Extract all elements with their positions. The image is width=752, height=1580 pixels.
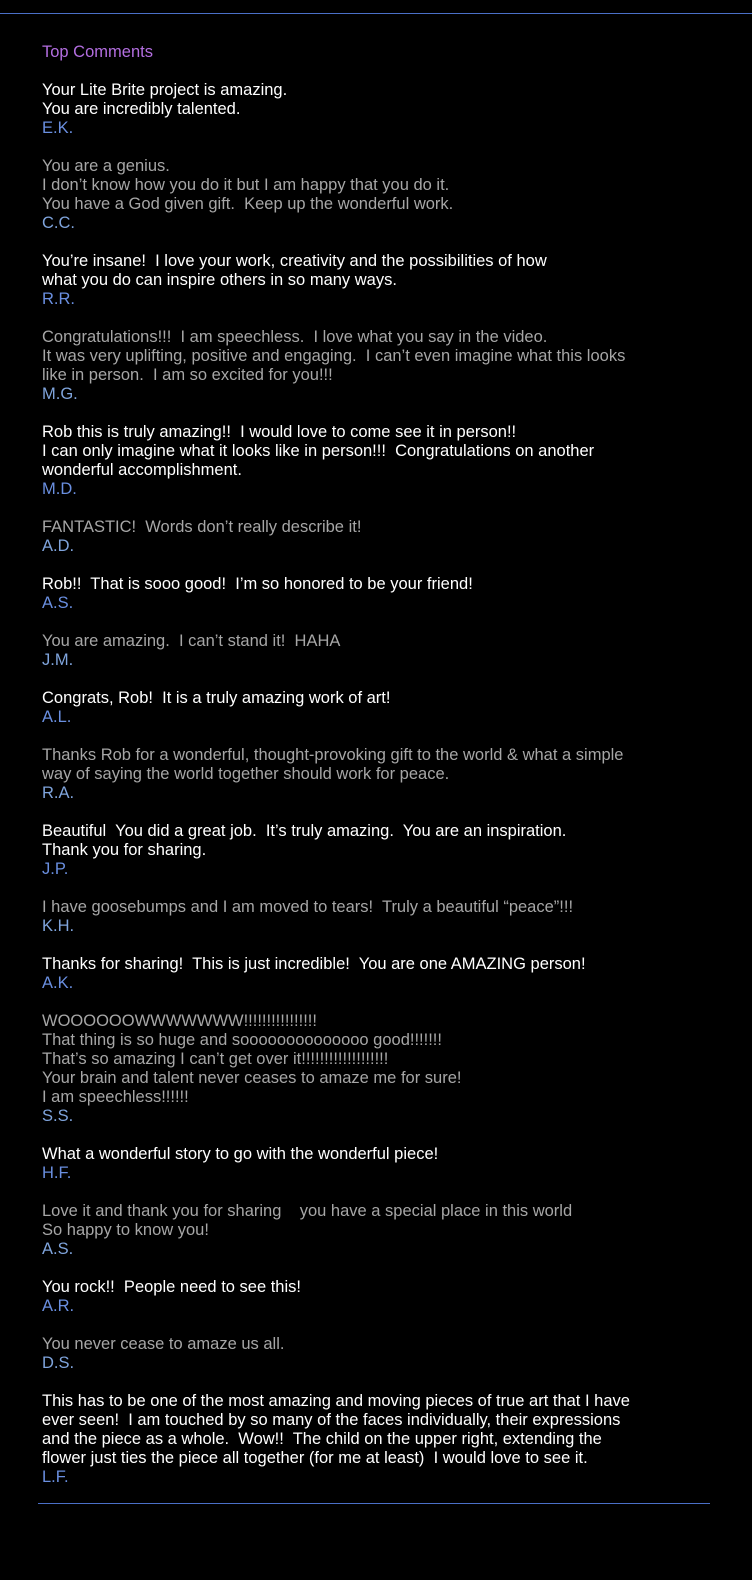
comment-author: A.D. bbox=[42, 537, 75, 555]
comment-item bbox=[42, 1335, 732, 1373]
comment-author: E.K. bbox=[42, 119, 74, 137]
comment-item bbox=[42, 632, 732, 670]
comment-text-line: That’s so amazing I can’t get over it!!!!!!!!!!!!!!!!!!! bbox=[42, 1050, 389, 1068]
comment-item bbox=[42, 1392, 732, 1487]
section-heading: Top Comments bbox=[42, 43, 153, 61]
comment-item bbox=[42, 689, 732, 727]
comment-text-line: what you do can inspire others in so many ways. bbox=[42, 271, 397, 289]
comment-item bbox=[42, 81, 732, 138]
comment-author: M.G. bbox=[42, 385, 78, 403]
comment-text-line: WOOOOOOWWWWWWW!!!!!!!!!!!!!!!! bbox=[42, 1012, 317, 1030]
comment-item bbox=[42, 1145, 732, 1183]
comment-text-line: FANTASTIC! Words don’t really describe it! bbox=[42, 518, 362, 536]
comment-item bbox=[42, 822, 732, 879]
comment-author: R.R. bbox=[42, 290, 75, 308]
comment-author: C.C. bbox=[42, 214, 75, 232]
comment-text-line: You are amazing. I can’t stand it! HAHA bbox=[42, 632, 341, 650]
comment-text-line: like in person. I am so excited for you!!! bbox=[42, 366, 333, 384]
comment-author: A.R. bbox=[42, 1297, 75, 1315]
comment-text-line: You never cease to amaze us all. bbox=[42, 1335, 285, 1353]
comment-text-line: Love it and thank you for sharing you have a special place in this world bbox=[42, 1202, 573, 1220]
comment-author: A.L. bbox=[42, 708, 72, 726]
comment-author: M.D. bbox=[42, 480, 77, 498]
comment-list bbox=[42, 81, 732, 1487]
comment-item bbox=[42, 1278, 732, 1316]
comments-section bbox=[42, 43, 732, 1506]
comment-text-line: So happy to know you! bbox=[42, 1221, 209, 1239]
comment-text-line: I have goosebumps and I am moved to tears! Truly a beautiful “peace”!!! bbox=[42, 898, 574, 916]
comment-text-line: This has to be one of the most amazing and moving pieces of true art that I have bbox=[42, 1392, 630, 1410]
comment-text-line: way of saying the world together should work for peace. bbox=[42, 765, 450, 783]
comment-text-line: It was very uplifting, positive and engaging. I can’t even imagine what this looks bbox=[42, 347, 626, 365]
comment-item bbox=[42, 746, 732, 803]
comment-text-line: ever seen! I am touched by so many of the faces individually, their expressions bbox=[42, 1411, 621, 1429]
comment-text-line: Rob this is truly amazing!! I would love to come see it in person!! bbox=[42, 423, 517, 441]
comment-author: J.P. bbox=[42, 860, 69, 878]
comment-text-line: You are incredibly talented. bbox=[42, 100, 241, 118]
comment-text-line: Thank you for sharing. bbox=[42, 841, 207, 859]
comment-text-line: Your brain and talent never ceases to amaze me for sure! bbox=[42, 1069, 462, 1087]
comment-author: K.H. bbox=[42, 917, 75, 935]
comment-text-line: wonderful accomplishment. bbox=[42, 461, 242, 479]
bottom-divider bbox=[38, 1503, 710, 1504]
comment-text-line: flower just ties the piece all together (for me at least) I would love to see it. bbox=[42, 1449, 588, 1467]
comment-author: J.M. bbox=[42, 651, 74, 669]
comment-text-line: You are a genius. bbox=[42, 157, 170, 175]
comment-item bbox=[42, 157, 732, 233]
comment-author: H.F. bbox=[42, 1164, 72, 1182]
comment-item bbox=[42, 898, 732, 936]
comment-item bbox=[42, 423, 732, 499]
comment-author: S.S. bbox=[42, 1107, 74, 1125]
comment-text-line: Congratulations!!! I am speechless. I love what you say in the video. bbox=[42, 328, 548, 346]
comment-text-line: Your Lite Brite project is amazing. bbox=[42, 81, 288, 99]
comment-item bbox=[42, 252, 732, 309]
comment-text-line: I am speechless!!!!!! bbox=[42, 1088, 189, 1106]
comment-text-line: I can only imagine what it looks like in person!!! Congratulations on another bbox=[42, 442, 595, 460]
comment-author: A.S. bbox=[42, 1240, 74, 1258]
top-divider bbox=[0, 13, 752, 14]
comment-author: R.A. bbox=[42, 784, 75, 802]
comment-text-line: I don’t know how you do it but I am happy that you do it. bbox=[42, 176, 450, 194]
comment-item bbox=[42, 1012, 732, 1126]
comment-text-line: What a wonderful story to go with the wonderful piece! bbox=[42, 1145, 439, 1163]
comment-item bbox=[42, 1202, 732, 1259]
comment-author: L.F. bbox=[42, 1468, 69, 1486]
comment-author: A.S. bbox=[42, 594, 74, 612]
comment-text-line: You have a God given gift. Keep up the wonderful work. bbox=[42, 195, 454, 213]
comment-item bbox=[42, 575, 732, 613]
comment-text-line: Thanks Rob for a wonderful, thought-provoking gift to the world & what a simple bbox=[42, 746, 624, 764]
comment-text-line: Rob!! That is sooo good! I’m so honored to be your friend! bbox=[42, 575, 473, 593]
comment-item bbox=[42, 328, 732, 404]
comment-text-line: Thanks for sharing! This is just incredible! You are one AMAZING person! bbox=[42, 955, 586, 973]
comment-author: D.S. bbox=[42, 1354, 75, 1372]
comment-author: A.K. bbox=[42, 974, 74, 992]
comment-text-line: You’re insane! I love your work, creativity and the possibilities of how bbox=[42, 252, 547, 270]
comment-text-line: That thing is so huge and soooooooooooooo good!!!!!!! bbox=[42, 1031, 442, 1049]
comment-text-line: Beautiful You did a great job. It’s truly amazing. You are an inspiration. bbox=[42, 822, 567, 840]
comment-item bbox=[42, 518, 732, 556]
comment-item bbox=[42, 955, 732, 993]
comment-text-line: and the piece as a whole. Wow!! The child on the upper right, extending the bbox=[42, 1430, 602, 1448]
comment-text-line: You rock!! People need to see this! bbox=[42, 1278, 301, 1296]
comment-text-line: Congrats, Rob! It is a truly amazing work of art! bbox=[42, 689, 391, 707]
